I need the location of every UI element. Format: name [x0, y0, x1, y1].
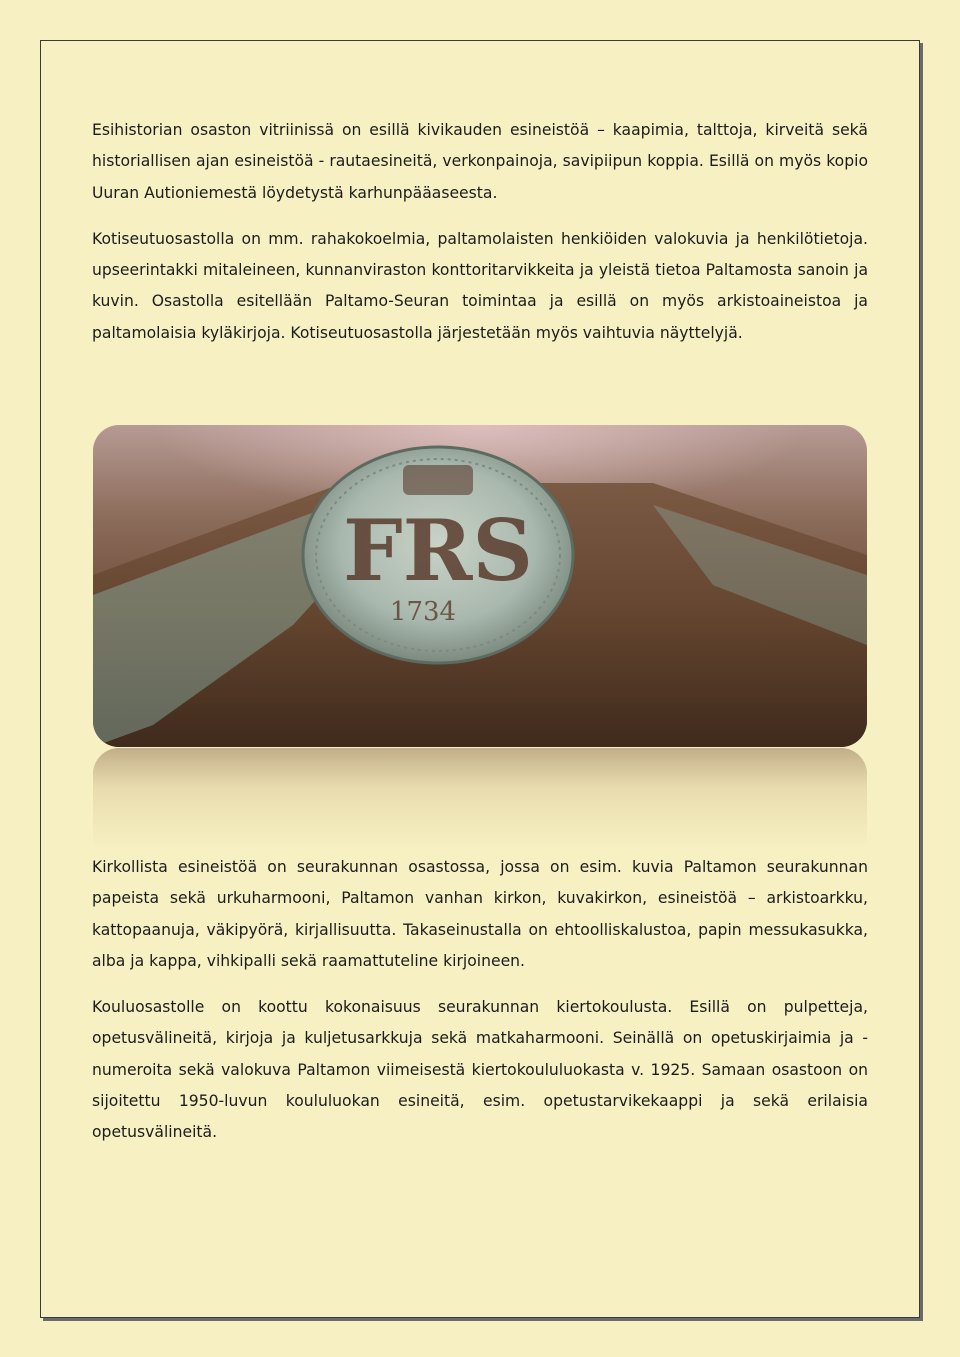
- paragraph-local-history: Kotiseutuosastolla on mm. rahakokoelmia, paltamolaisten henkiöiden valokuvia ja henkilötietoja. upseerintakki mitaleineen, kunnanviraston konttoritarvikkeita ja yleistä tietoa Paltamosta sanoin ja kuvin. Osastolla esitellään Paltamo-Seuran toimintaa ja esillä on myös arkistoaineistoa ja paltamolaisia kyläkirjoja. Kotiseutuosastolla järjestetään myös vaihtuvia näyttelyjä.: [92, 229, 868, 342]
- coin-letters: FRS: [342, 501, 534, 600]
- bottom-text: [92, 852, 868, 1149]
- paragraph-church: Kirkollista esineistöä on seurakunnan osastossa, jossa on esim. kuvia Paltamon seurakunnan papeista sekä urkuharmooni, Paltamon vanhan kirkon, kuvakirkon, esineistöä – arkistoarkku, kattopaanuja, väkipyörä, kirjallisuutta. Takaseinustalla on ehtoolliskalustoa, papin messukasukka, alba ja kappa, vihkipalli sekä raamattuteline kirjoineen.: [92, 858, 868, 970]
- top-text: [92, 115, 868, 349]
- paragraph-school: Kouluosastolle on koottu kokonaisuus seurakunnan kiertokoulusta. Esillä on pulpetteja, opetusvälineitä, kirjoja ja kuljetusarkkuja sekä matkaharmooni. Seinällä on opetuskirjaimia ja -numeroita sekä valokuva Paltamon viimeisestä kiertokoululuokasta v. 1925. Samaan osastoon on sijoitettu 1950-luvun koululuokan esineitä, esim. opetustarvikekaappi ja sekä erilaisia opetusvälineitä.: [92, 998, 868, 1142]
- coin-photo: [93, 425, 867, 747]
- photo-reflection: [93, 748, 867, 848]
- coin-year: 1734: [389, 597, 457, 627]
- crown-mark: [403, 465, 473, 495]
- coin-photo-illustration: [93, 425, 867, 747]
- paragraph-prehistory: Esihistorian osaston vitriinissä on esillä kivikauden esineistöä – kaapimia, talttoja, kirveitä sekä historiallisen ajan esineistöä - rautaesineitä, verkonpainoja, savipiipun koppia. Esillä on myös kopio Uuran Autioniemestä löydetystä karhunpääaseesta.: [92, 121, 868, 202]
